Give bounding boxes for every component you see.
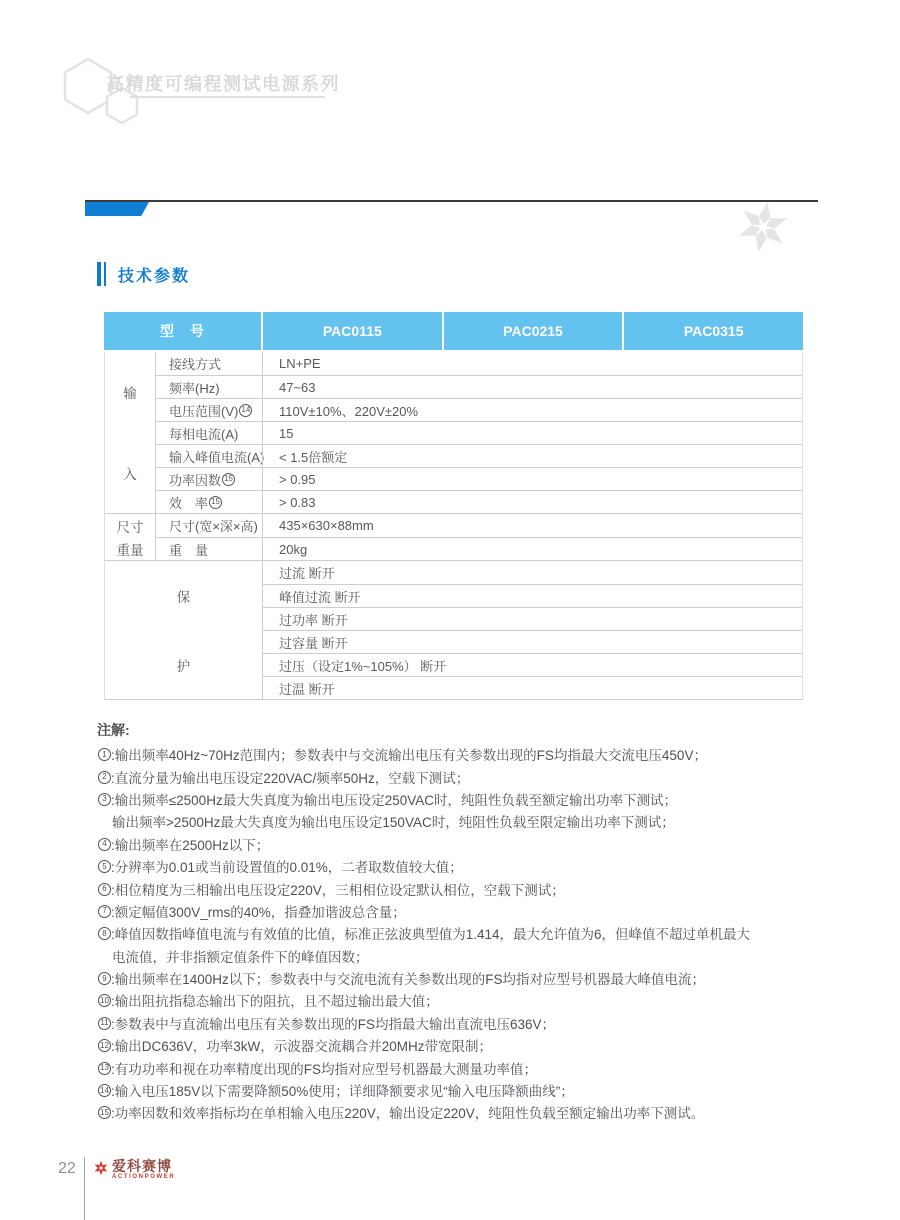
footnote-mark: 13 [98, 1062, 111, 1075]
table-group-protection [105, 561, 802, 700]
blue-tab-shape [85, 202, 149, 216]
footnote-mark: 1 [98, 748, 111, 761]
footnote-mark: 14 [98, 1084, 111, 1097]
footnote-mark: 10 [98, 994, 111, 1007]
table-row [262, 653, 802, 676]
row-label: 每相电流(A) [155, 422, 262, 444]
row-value: 110V±10%、220V±20% [262, 399, 802, 421]
group-rows [262, 561, 802, 699]
note-text: 电流值，并非指额定值条件下的峰值因数； [112, 949, 369, 965]
note-text: :功率因数和效率指标均在单相输入电压220V，输出设定220V，纯阻性负载至额定输出功率下测试。 [111, 1106, 705, 1122]
note-text: :参数表中与直流输出电压有关参数出现的FS均指最大输出直流电压636V； [111, 1016, 556, 1032]
footnote-mark: 4 [98, 838, 111, 851]
footnote-mark: 8 [98, 927, 111, 940]
row-value: > 0.83 [262, 491, 802, 513]
row-label: 接线方式 [155, 352, 262, 375]
table-row [262, 607, 802, 630]
footer-brand-text [112, 1159, 175, 1180]
note-text: :额定幅值300V_rms的40%，指叠加谐波总含量； [111, 904, 406, 920]
page-number: 22 [58, 1160, 76, 1177]
table-row [155, 444, 802, 467]
row-value: < 1.5倍额定 [262, 445, 802, 467]
footnote-mark: 5 [98, 860, 111, 873]
footnote-mark: 14 [239, 404, 252, 417]
section-title-block [97, 262, 190, 286]
group-label-char: 护 [176, 658, 191, 674]
row-label: 频率(Hz) [155, 376, 262, 398]
group-label-input [105, 352, 155, 513]
note-text: :输出频率在2500Hz以下； [111, 837, 270, 853]
table-row [262, 584, 802, 607]
brand-asterisk-watermark-icon [731, 195, 796, 260]
row-value: 峰值过流 断开 [262, 585, 802, 607]
note-line [97, 877, 813, 899]
section-title-bar-thin-icon [104, 262, 106, 286]
note-text: :输出频率40Hz~70Hz范围内；参数表中与交流输出电压有关参数出现的FS均指最大交流电压450V； [111, 748, 707, 764]
footnote-mark: 15 [209, 496, 222, 509]
table-group-input [105, 352, 802, 514]
brand-name-en: ACTIONPOWER [112, 1174, 176, 1180]
table-group-size-weight [105, 514, 802, 561]
note-text: :输入电压185V以下需要降额50%使用；详细降额要求见“输入电压降额曲线”； [111, 1084, 574, 1100]
note-text: :输出频率在1400Hz以下；参数表中与交流电流有关参数出现的FS均指对应型号机器最大峰值电流； [111, 972, 706, 988]
group-label-char: 保 [176, 589, 191, 605]
note-line [97, 855, 813, 877]
row-label: 重 量 [155, 538, 262, 560]
note-line [97, 788, 813, 810]
row-value: LN+PE [262, 352, 802, 375]
table-body [104, 352, 803, 700]
row-value: 20kg [262, 538, 802, 560]
model-label-header-cell: 型 号 [104, 312, 261, 350]
note-line [97, 989, 813, 1011]
group-label-size-weight [105, 514, 155, 560]
note-text: :峰值因数指峰值电流与有效值的比值，标准正弦波典型值为1.414，最大允许值为6，但峰值不超过单机最大 [111, 927, 751, 943]
group-label-char: 尺寸 [116, 519, 144, 535]
section-title: 技术参数 [118, 267, 191, 285]
note-text: :有功功率和视在功率精度出现的FS均指对应型号机器最大测量功率值； [111, 1061, 538, 1077]
footnote-mark: 15 [222, 473, 235, 486]
footnote-mark: 15 [98, 1106, 111, 1119]
model-header-cell: PAC0315 [624, 312, 803, 350]
footnote-mark: 6 [98, 883, 111, 896]
note-text: :输出DC636V，功率3kW，示波器交流耦合并20MHz带宽限制； [111, 1039, 493, 1055]
group-label-char: 入 [123, 466, 137, 482]
row-value: 过温 断开 [262, 677, 802, 699]
table-row [155, 375, 802, 398]
footnote-mark: 11 [98, 1017, 111, 1030]
row-label: 输入峰值电流(A) [155, 445, 262, 467]
note-text: :输出频率≤2500Hz最大失真度为输出电压设定250VAC时，纯阻性负载至额定输出功率下测试； [111, 792, 677, 808]
group-label-char: 重量 [116, 542, 144, 558]
row-value: > 0.95 [262, 468, 802, 490]
spec-table [104, 312, 803, 700]
note-text: :输出阻抗指稳态输出下的阻抗，且不超过输出最大值； [111, 994, 439, 1010]
model-header-cell: PAC0215 [444, 312, 623, 350]
row-value: 15 [262, 422, 802, 444]
note-text: :分辨率为0.01或当前设置值的0.01%，二者取数值较大值； [111, 860, 463, 876]
note-line [97, 833, 813, 855]
row-value: 过压（设定1%~105%） 断开 [262, 654, 802, 676]
table-row [155, 537, 802, 560]
note-line [97, 1056, 813, 1078]
note-line [97, 1079, 813, 1101]
row-value: 过功率 断开 [262, 608, 802, 630]
note-text: :相位精度为三相输出电压设定220V，三相相位设定默认相位，空载下测试； [111, 882, 565, 898]
table-row [155, 421, 802, 444]
model-header-cell: PAC0115 [263, 312, 442, 350]
footnote-mark: 3 [98, 793, 111, 806]
note-line [97, 900, 813, 922]
table-row [155, 467, 802, 490]
group-rows [155, 352, 802, 513]
row-value: 435×630×88mm [262, 514, 802, 537]
note-line [97, 810, 813, 832]
row-value: 过流 断开 [262, 561, 802, 584]
footnote-mark: 2 [98, 771, 111, 784]
note-line [97, 765, 813, 787]
notes-list [97, 743, 813, 1124]
row-label: 功率因数 15 [155, 468, 262, 490]
row-label: 尺寸(宽×深×高) [155, 514, 262, 537]
table-row [262, 561, 802, 584]
table-row [262, 630, 802, 653]
notes-title: 注解: [97, 722, 130, 738]
footer-brand [93, 1159, 175, 1180]
row-value: 过容量 断开 [262, 631, 802, 653]
note-line [97, 1101, 813, 1123]
table-row [155, 490, 802, 513]
group-label-protection [105, 561, 262, 699]
top-rule [85, 200, 818, 202]
note-line [97, 1012, 813, 1034]
table-header-row [104, 312, 803, 350]
table-row [155, 398, 802, 421]
note-text: 输出频率>2500Hz最大失真度为输出电压设定150VAC时，纯阻性负载至限定输出功率下测试； [112, 815, 675, 831]
row-value: 47~63 [262, 376, 802, 398]
note-line [97, 945, 813, 967]
table-row [155, 514, 802, 537]
footnote-mark: 9 [98, 972, 111, 985]
series-title-underline [130, 96, 325, 98]
section-title-bar-icon [97, 262, 101, 286]
footer-divider [84, 1157, 85, 1220]
row-label: 电压范围(V) 14 [155, 399, 262, 421]
note-line [97, 743, 813, 765]
table-row [155, 352, 802, 375]
series-title: 高精度可编程测试电源系列 [106, 74, 340, 94]
footnote-mark: 12 [98, 1039, 111, 1052]
note-text: :直流分量为输出电压设定220VAC/频率50Hz，空载下测试； [111, 770, 470, 786]
notes-section [97, 720, 813, 1124]
note-line [97, 1034, 813, 1056]
row-label: 效 率 15 [155, 491, 262, 513]
brand-asterisk-logo-icon [93, 1160, 109, 1176]
footnote-mark: 7 [98, 905, 111, 918]
note-line [97, 967, 813, 989]
group-rows [155, 514, 802, 560]
brand-name-cn: 爱科赛博 [112, 1158, 172, 1174]
table-row [262, 676, 802, 699]
group-label-char: 输 [123, 386, 137, 402]
note-line [97, 922, 813, 944]
